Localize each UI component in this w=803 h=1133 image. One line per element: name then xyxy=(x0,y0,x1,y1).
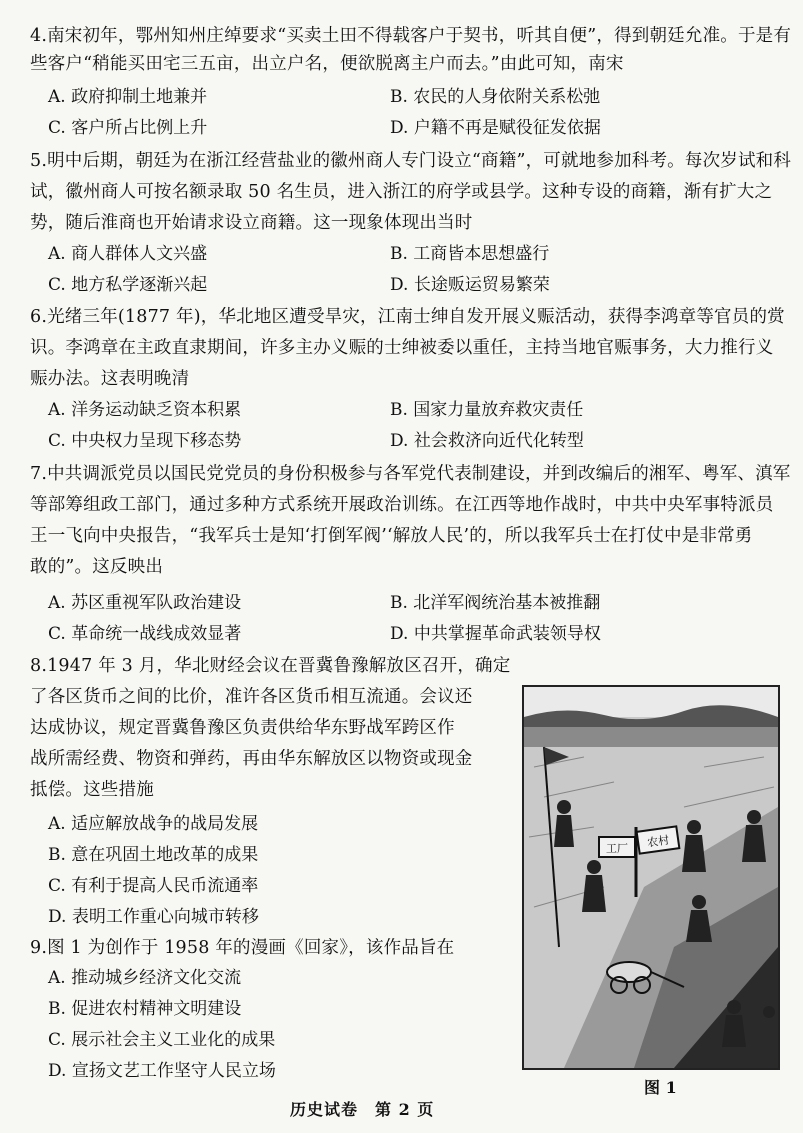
question-4-stem-line: 些客户“稍能买田宅三五亩，出立户名，便欲脱离主户而去。”由此可知，南宋 xyxy=(30,54,624,74)
figure-caption: 图 1 xyxy=(644,1078,677,1097)
question-4-option-c: C. 客户所占比例上升 xyxy=(48,118,208,138)
question-7-option-c: C. 革命统一战线成效显著 xyxy=(48,624,242,644)
question-7-option-a: A. 苏区重视军队政治建设 xyxy=(48,593,242,613)
cartoon-illustration xyxy=(524,687,778,1068)
question-9-option-d: D. 宣扬文艺工作坚守人民立场 xyxy=(48,1061,276,1081)
signpost-left-label: 工厂 xyxy=(606,842,628,855)
question-7-stem-line: 王一飞向中央报告，“我军兵士是知‘打倒军阀’‘解放人民’的，所以我军兵士在打仗中是非常勇 xyxy=(30,526,753,546)
question-4-option-d: D. 户籍不再是赋役征发依据 xyxy=(390,118,601,138)
question-5-stem-line: 5.明中后期，朝廷为在浙江经营盐业的徽州商人专门设立“商籍”，可就地参加科考。每次岁试和科 xyxy=(30,151,792,171)
question-5-option-a: A. 商人群体人文兴盛 xyxy=(48,244,208,264)
signpost-right-label: 农村 xyxy=(646,833,671,850)
question-6-stem-line: 识。李鸿章在主政直隶期间，许多主办义赈的士绅被委以重任，主持当地官赈事务，大力推行义 xyxy=(30,338,774,358)
question-6-option-b: B. 国家力量放弃救灾责任 xyxy=(390,400,584,420)
question-5-option-d: D. 长途贩运贸易繁荣 xyxy=(390,275,550,295)
question-6-option-c: C. 中央权力呈现下移态势 xyxy=(48,431,242,451)
question-7-stem-line: 等部筹组政工部门，通过多种方式系统开展政治训练。在江西等地作战时，中共中央军事特派员 xyxy=(30,495,774,515)
question-8-stem-line: 8.1947 年 3 月，华北财经会议在晋冀鲁豫解放区召开，确定 xyxy=(30,656,511,676)
footer-text: 历史试卷 第 2 页 xyxy=(290,1100,435,1119)
question-8-option-b: B. 意在巩固土地改革的成果 xyxy=(48,845,259,865)
question-8-stem-line: 达成协议，规定晋冀鲁豫区负责供给华东野战军跨区作 xyxy=(30,718,455,738)
question-4-option-a: A. 政府抑制土地兼并 xyxy=(48,87,208,107)
cartoon-figure xyxy=(522,685,780,1070)
question-7-option-d: D. 中共掌握革命武装领导权 xyxy=(390,624,601,644)
question-5-option-b: B. 工商皆本思想盛行 xyxy=(390,244,550,264)
question-5-stem-line: 势，随后淮商也开始请求设立商籍。这一现象体现出当时 xyxy=(30,213,473,233)
question-8-option-a: A. 适应解放战争的战局发展 xyxy=(48,814,259,834)
question-5-option-c: C. 地方私学逐渐兴起 xyxy=(48,275,208,295)
question-7-stem-line: 7.中共调派党员以国民党党员的身份积极参与各军党代表制建设，并到改编后的湘军、粤军、滇军 xyxy=(30,464,791,484)
signpost-right-sign xyxy=(637,826,680,853)
question-4-option-b: B. 农民的人身依附关系松弛 xyxy=(390,87,601,107)
question-6-stem-line: 赈办法。这表明晚清 xyxy=(30,369,190,389)
question-5-stem-line: 试，徽州商人可按名额录取 50 名生员，进入浙江的府学或县学。这种专设的商籍，渐有扩大之 xyxy=(30,182,773,202)
page-footer xyxy=(290,1097,434,1120)
question-6-stem-line: 6.光绪三年(1877 年)，华北地区遭受旱灾，江南士绅自发开展义赈活动，获得李鸿章等官员的赏 xyxy=(30,307,785,327)
question-8-stem-line: 了各区货币之间的比价，准许各区货币相互流通。会议还 xyxy=(30,687,473,707)
question-8-option-d: D. 表明工作重心向城市转移 xyxy=(48,907,259,927)
question-6-option-d: D. 社会救济向近代化转型 xyxy=(390,431,584,451)
question-8-stem-line: 战所需经费、物资和弹药，再由华东解放区以物资或现金 xyxy=(30,749,473,769)
question-9-option-b: B. 促进农村精神文明建设 xyxy=(48,999,242,1019)
question-7-stem-line: 敢的”。这反映出 xyxy=(30,557,164,577)
question-9-option-c: C. 展示社会主义工业化的成果 xyxy=(48,1030,276,1050)
question-6-option-a: A. 洋务运动缺乏资本积累 xyxy=(48,400,242,420)
signpost-left-sign xyxy=(599,837,635,857)
question-8-stem-line: 抵偿。这些措施 xyxy=(30,780,154,800)
question-9-stem-line: 9.图 1 为创作于 1958 年的漫画《回家》，该作品旨在 xyxy=(30,938,455,958)
question-7-option-b: B. 北洋军阀统治基本被推翻 xyxy=(390,593,601,613)
question-9-option-a: A. 推动城乡经济文化交流 xyxy=(48,968,242,988)
question-4-stem-line: 4.南宋初年，鄂州知州庄绰要求“买卖土田不得载客户于契书，听其自便”，得到朝廷允准。于是有 xyxy=(30,26,792,46)
question-8-option-c: C. 有利于提高人民币流通率 xyxy=(48,876,259,896)
